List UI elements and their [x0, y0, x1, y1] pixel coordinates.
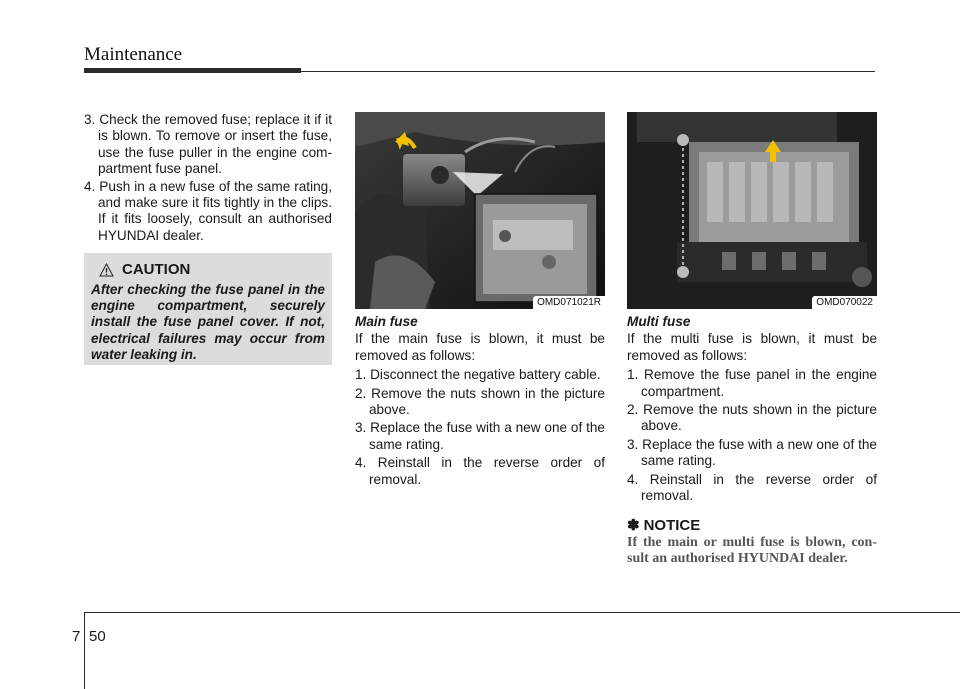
fuse-steps-list — [84, 112, 332, 244]
list-item: 3. Check the removed fuse; replace it if it is blown. To remove or insert the fuse, use the fuse puller in the engine com-partment fuse panel. — [84, 112, 332, 177]
multi-fuse-steps-list — [627, 367, 877, 504]
list-item: 2. Remove the nuts shown in the picture above. — [355, 385, 605, 418]
section-intro: If the multi fuse is blown, it must be removed as follows: — [627, 331, 877, 363]
header-rule-thin — [301, 71, 875, 72]
chapter-number: 7 — [72, 628, 81, 645]
caution-box — [84, 253, 332, 365]
caution-text: After checking the fuse panel in the engine compartment, securely install the fuse panel cover. If not, electrical failures may occur from water leaking in. — [91, 282, 325, 362]
main-fuse-section — [355, 314, 605, 490]
list-item: 4. Push in a new fuse of the same rating, and make sure it fits tightly in the clips. If it fits loosely, consult an authorised HYUNDAI dealer. — [84, 178, 332, 243]
section-title: Multi fuse — [627, 314, 691, 329]
engine-bay-photo-illustration — [355, 112, 605, 309]
section-title: Main fuse — [355, 314, 418, 329]
notice-header — [627, 518, 877, 534]
page-number: 50 — [89, 628, 106, 645]
figure-code-label: OMD071021R — [533, 296, 605, 309]
multi-fuse-section — [627, 314, 877, 567]
caution-title: CAUTION — [122, 261, 191, 278]
list-item: 1. Remove the fuse panel in the engine compartment. — [627, 367, 877, 399]
caution-header — [99, 261, 325, 278]
main-fuse-steps-list — [355, 367, 605, 488]
multi-fuse-photo — [627, 112, 877, 309]
figure-code-label: OMD070022 — [812, 296, 877, 309]
notice-text: If the main or multi fuse is blown, con-sult an authorised HYUNDAI dealer. — [627, 534, 877, 566]
main-fuse-photo — [355, 112, 605, 309]
warning-triangle-icon — [99, 263, 114, 277]
page-header-title: Maintenance — [84, 44, 183, 65]
notice-title: NOTICE — [643, 517, 701, 535]
list-item: 3. Replace the fuse with a new one of the same rating. — [355, 420, 605, 452]
header-rule-thick — [84, 68, 301, 73]
left-column — [84, 112, 332, 245]
footer-rule — [84, 612, 960, 613]
section-intro: If the main fuse is blown, it must be removed as follows: — [355, 331, 605, 363]
list-item: 2. Remove the nuts shown in the picture above. — [627, 402, 877, 434]
footer-divider — [84, 612, 85, 689]
list-item: 3. Replace the fuse with a new one of the same rating. — [627, 436, 877, 469]
list-item: 4. Reinstall in the reverse order of removal. — [355, 455, 605, 487]
list-item: 1. Disconnect the negative battery cable. — [355, 367, 601, 383]
list-item: 4. Reinstall in the reverse order of removal. — [627, 471, 877, 504]
notice-star-icon: ✽ — [627, 517, 640, 535]
fuse-panel-photo-illustration — [627, 112, 877, 309]
